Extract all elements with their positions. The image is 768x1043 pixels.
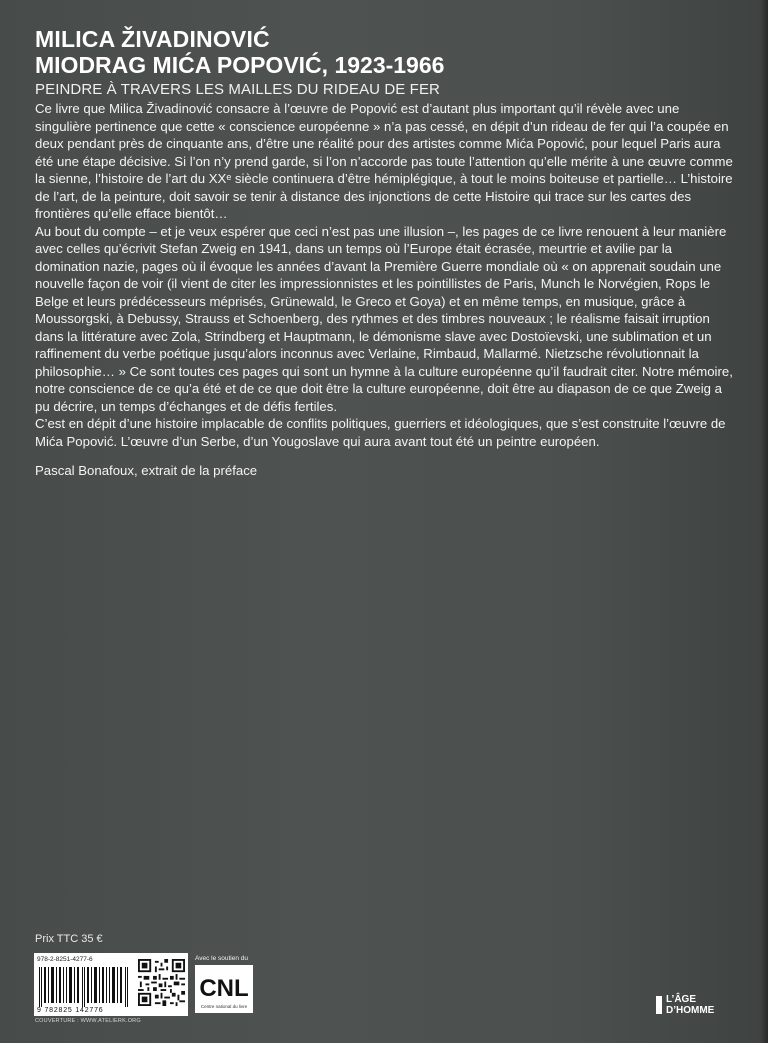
barcode-icon — [37, 967, 132, 1007]
cnl-logo-text: CNL — [199, 975, 249, 1002]
blurb-paragraph-2: Au bout du compte – et je veux espérer que ceci n’est pas une illusion –, les pages de ce livre renouent à leur manière avec celles qu’écrivit Stefan Zweig en 1941, dans un temps où l’Europe était écrasée, meurtrie et avilie par la domination nazie, pages où il évoque les années d’avant la Première Guerre mondiale où « on apprenait soudain une nouvelle façon de voir (il vient de citer les impressionnistes et les pointillistes de Paris, Munch le Norvégien, Rops le Belge et leurs prédécesseurs méprisés, Grünewald, le Greco et Goya) et en même temps, en musique, grâce à Moussorgski, à Debussy, Strauss et Schoenberg, des rythmes et des timbres nouveaux ; le réalisme faisait irruption dans la littérature avec Zola, Strindberg et Hauptmann, le démonisme slave avec Dostoïevski, une sublimation et un raffinement du verbe poétique jusqu’alors inconnus avec Verlaine, Rimbaud, Mallarmé. Nietzsche révolutionnait la philosophie… » Ce sont toutes ces pages qui sont un hymne à la culture européenne qu’il faudrait citer. Notre mémoire, notre conscience de ce qu’a été et de ce que doit être la culture européenne, doit être au diapason de ce que Zweig a pu décrire, un temps d’échanges et de défis fertiles. — [35, 223, 733, 414]
publisher-name-line1: L’ÂGE — [666, 994, 697, 1005]
cnl-support-block — [195, 955, 265, 1013]
publisher-name-line2: D’HOMME — [666, 1005, 715, 1016]
qr-code-icon — [138, 959, 185, 1006]
barcode-sticker — [34, 953, 188, 1016]
barcode-digits: 9 782825 142776 — [37, 1007, 104, 1014]
publisher-logo — [656, 994, 720, 1018]
blurb-paragraph-1: Ce livre que Milica Živadinović consacre à l’œuvre de Popović est d’autant plus important qu’il révèle avec une singulière pertinence que cette « conscience européenne » n’a pas cessé, en dépit d’un rideau de fer qui l’a coupée en deux pendant près de cinquante ans, d’être une réalité pour des artistes comme Mića Popović, pour lequel Paris aura été une étape décisive. Si l’on n’y prend garde, si l’on n’accorde pas toute l’attention qu’elle mérite à une œuvre comme la sienne, l’histoire de l’art du XXᵉ siècle continuera d’être hémiplégique, à tout le moins boiteuse et partielle… L’histoire de l’art, de la peinture, doit savoir se tenir à distance des injonctions de cette Histoire qui trace sur les cartes des frontières qu’elle efface bientôt… — [35, 101, 733, 221]
cnl-logo-caption: Centre national du livre — [200, 1004, 248, 1009]
blurb-signature: Pascal Bonafoux, extrait de la préface — [35, 463, 258, 478]
isbn-number: 978-2-8251-4277-6 — [37, 956, 93, 963]
cover-credit: COUVERTURE : WWW.ATELIERK.ORG — [35, 1018, 141, 1024]
book-header — [35, 26, 735, 98]
author-name: MILICA ŽIVADINOVIĆ — [35, 26, 270, 52]
blurb-paragraph-3: C’est en dépit d’une histoire implacable de conflits politiques, guerriers et idéologiques, que s’est construite l’œuvre de Mića Popović. L’œuvre d’un Serbe, d’un Yougoslave qui aura avant tout été un peintre européen. — [35, 416, 726, 449]
book-subtitle: PEINDRE À TRAVERS LES MAILLES DU RIDEAU DE FER — [35, 81, 440, 98]
price-label: Prix TTC 35 € — [35, 933, 103, 945]
book-title: MIODRAG MIĆA POPOVIĆ, 1923-1966 — [35, 52, 445, 78]
cover-edge-shadow — [760, 0, 768, 1043]
cnl-logo-icon — [195, 965, 253, 1013]
publisher-mark-icon — [656, 996, 662, 1014]
support-label: Avec le soutien du — [195, 955, 248, 962]
blurb-text — [35, 100, 735, 480]
